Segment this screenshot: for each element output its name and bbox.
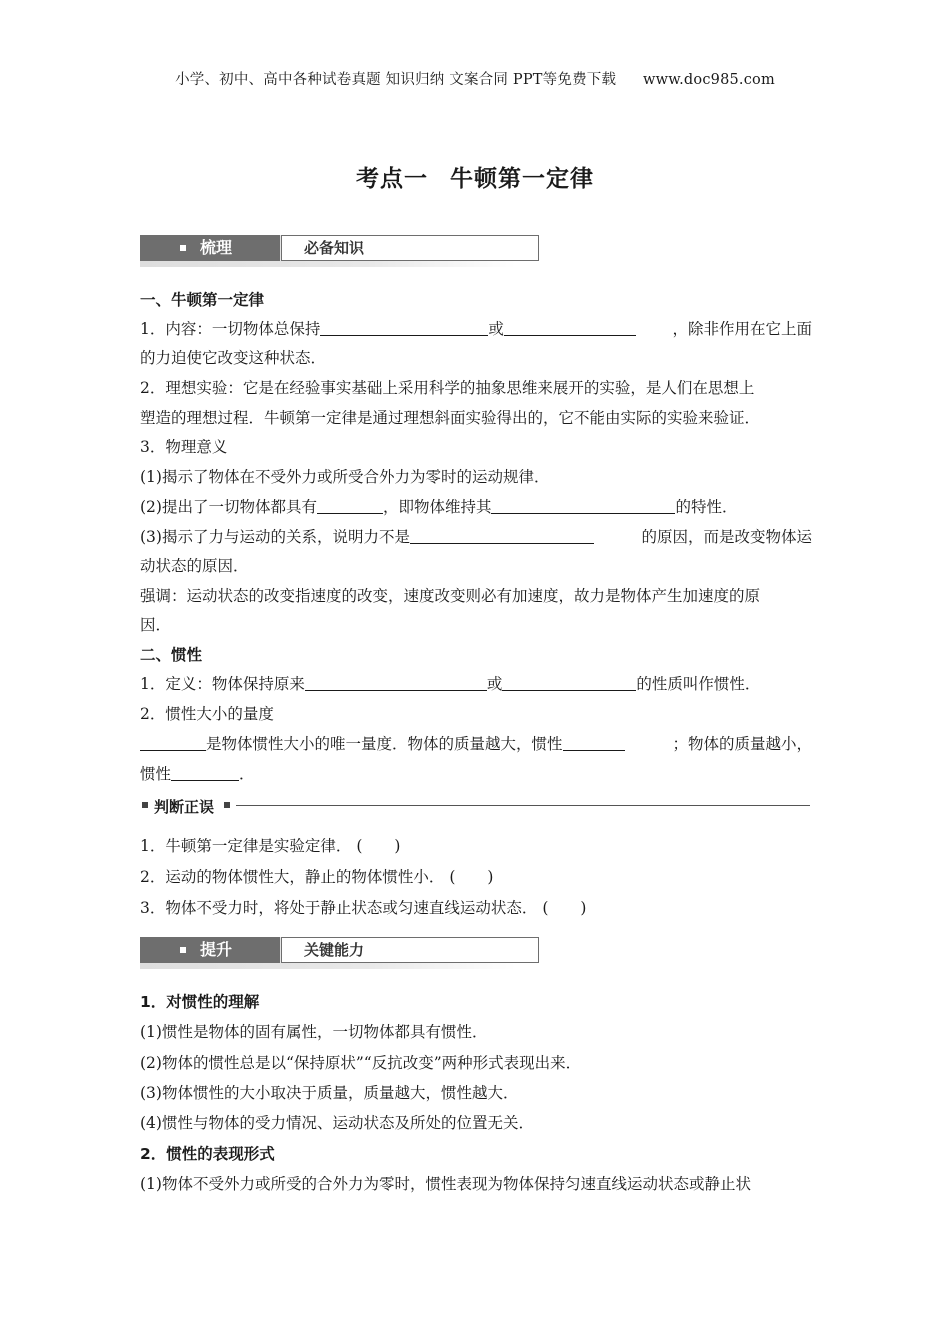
banner-tag: [281, 937, 539, 963]
answer-blank: [317, 498, 383, 514]
page-header: [0, 68, 950, 89]
judge-item-2: [140, 865, 812, 887]
text-span: 1．牛顿第一定律是实验定律．: [140, 837, 352, 855]
s3-para1: (1)惯性是物体的固有属性，一切物体都具有惯性．: [140, 1023, 488, 1041]
s3-para2: (2)物体的惯性总是以“保持原状”“反抗改变”两种形式表现出来．: [140, 1054, 582, 1072]
banner-tag-label: 必备知识: [304, 239, 365, 257]
section3-heading2: 2．惯性的表现形式: [140, 1145, 275, 1163]
judge-label: 判断正误: [154, 798, 215, 816]
answer-paren: (: [542, 899, 549, 917]
square-bullet-icon: [224, 802, 230, 808]
answer-blank: [502, 675, 636, 691]
s2-measure-line2: [140, 762, 812, 784]
s1-item1-line1: [140, 317, 812, 339]
text-span: ；物体的质量越小，: [672, 735, 812, 753]
answer-blank: [410, 528, 594, 544]
text-span: 是物体惯性大小的唯一量度．物体的质量越大，惯性: [206, 735, 563, 753]
s3-para3: (3)物体惯性的大小取决于质量，质量越大，惯性越大．: [140, 1084, 519, 1102]
divider-rule: [236, 805, 810, 806]
header-site: www.doc985.com: [642, 72, 775, 88]
judge-item-1: [140, 834, 812, 856]
text-span: (3)揭示了力与运动的关系，说明力不是: [140, 528, 410, 546]
text-span: 1．内容：一切物体总保持: [140, 320, 321, 338]
s1-emphasis-line2: 因．: [140, 616, 172, 634]
section-banner-improve: [140, 937, 516, 969]
banner-dark-label: [140, 937, 280, 963]
answer-paren: ): [487, 868, 494, 886]
section1-heading: 一、牛顿第一定律: [140, 291, 265, 309]
s1-item3: 3．物理意义: [140, 438, 228, 456]
answer-blank: [305, 675, 487, 691]
s2-item1: [140, 672, 812, 694]
banner-label: 梳理: [200, 238, 233, 257]
s1-item2-line1: 2．理想实验：它是在经验事实基础上采用科学的抽象思维来展开的实验，是人们在思想上: [140, 379, 755, 397]
judge-item-3: [140, 896, 812, 918]
answer-blank: [171, 765, 239, 781]
header-text: 小学、初中、高中各种试卷真题 知识归纳 文案合同 PPT等免费下载: [175, 72, 617, 88]
text-span: 2．运动的物体惯性大，静止的物体惯性小．: [140, 868, 445, 886]
section-banner-review: [140, 235, 516, 267]
banner-label: 提升: [200, 940, 233, 959]
text-span: 或: [488, 320, 504, 338]
section3-heading1: 1．对惯性的理解: [140, 993, 260, 1011]
section2-heading: 二、惯性: [140, 646, 203, 664]
text-span: (2)提出了一切物体都具有: [140, 498, 317, 516]
title-part1: 考点一: [356, 166, 428, 192]
s1-sub1: (1)揭示了物体在不受外力或所受合外力为零时的运动规律．: [140, 468, 550, 486]
answer-paren: (: [356, 837, 363, 855]
s1-sub3-line2: 动状态的原因．: [140, 557, 249, 575]
title-part2: 牛顿第一定律: [450, 166, 594, 192]
judge-divider: [140, 796, 812, 816]
s1-sub3-line1: [140, 525, 812, 547]
text-span: 或: [486, 675, 503, 693]
square-bullet-icon: [142, 802, 148, 808]
s1-item2-line2: 塑造的理想过程．牛顿第一定律是通过理想斜面实验得出的，它不能由实际的实验来验证．: [140, 409, 761, 427]
s3-para5: (1)物体不受外力或所受的合外力为零时，惯性表现为物体保持匀速直线运动状态或静止状: [140, 1175, 751, 1193]
answer-blank: [504, 320, 636, 336]
text-span: 惯性: [140, 765, 172, 783]
answer-blank: [491, 498, 675, 514]
s2-measure-line1: [140, 732, 812, 754]
text-span: 的性质叫作惯性．: [636, 675, 761, 693]
text-span: ，除非作用在它上面: [672, 320, 812, 338]
s2-item2: 2．惯性大小的量度: [140, 705, 274, 723]
answer-paren: (: [449, 868, 456, 886]
banner-tag-label: 关键能力: [304, 941, 365, 959]
square-bullet-icon: [180, 947, 186, 953]
text-span: 的原因，而是改变物体运: [641, 528, 812, 546]
s1-sub2: [140, 495, 812, 517]
banner-tag: [281, 235, 539, 261]
answer-blank: [320, 320, 488, 336]
text-span: 1．定义：物体保持原来: [140, 675, 305, 693]
text-span: ．: [239, 765, 255, 783]
text-span: 3．物体不受力时，将处于静止状态或匀速直线运动状态．: [140, 899, 538, 917]
s1-emphasis-line1: 强调：运动状态的改变指速度的改变，速度改变则必有加速度，故力是物体产生加速度的原: [140, 587, 761, 605]
banner-dark-label: [140, 235, 280, 261]
text-span: ，即物体维持其: [382, 498, 492, 516]
answer-blank: [140, 735, 206, 751]
answer-paren: ): [394, 837, 401, 855]
answer-paren: ): [580, 899, 587, 917]
s3-para4: (4)惯性与物体的受力情况、运动状态及所处的位置无关．: [140, 1114, 534, 1132]
page-title: [0, 160, 950, 193]
square-bullet-icon: [180, 245, 186, 251]
text-span: 的特性．: [675, 498, 738, 516]
s1-item1-line2: 的力迫使它改变这种状态．: [140, 349, 327, 367]
answer-blank: [563, 735, 625, 751]
